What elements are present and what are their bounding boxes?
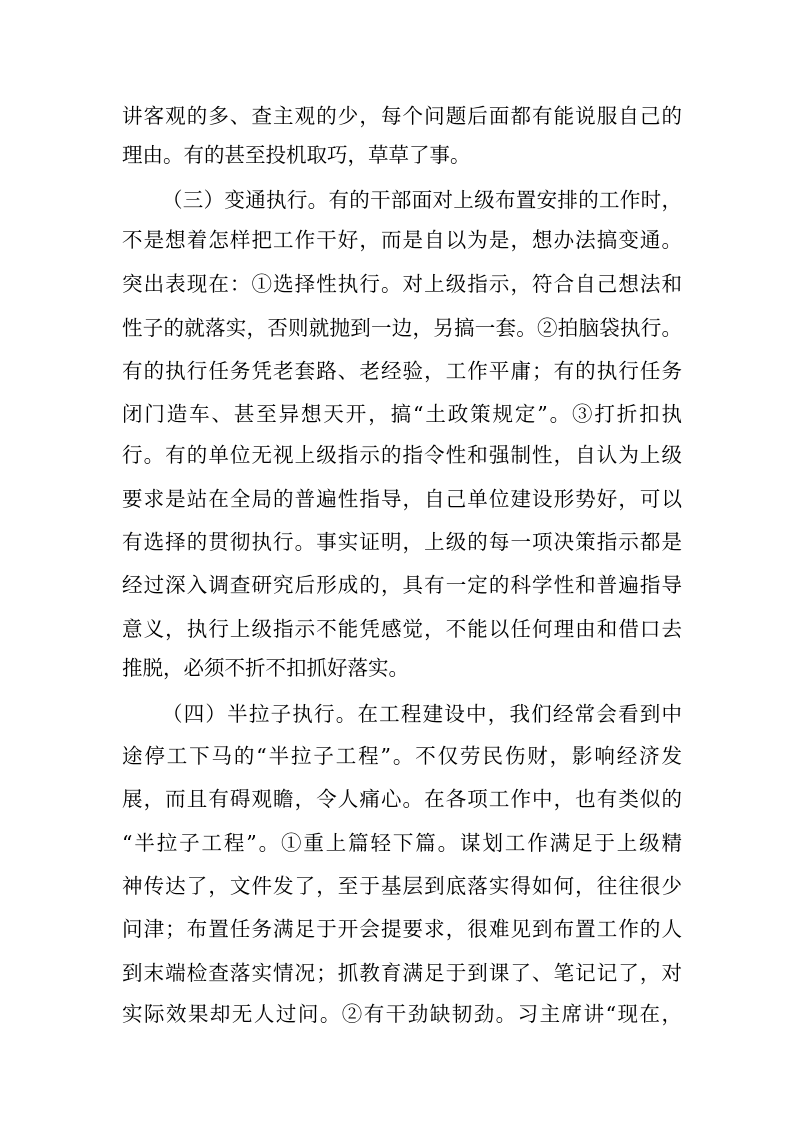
text-line: 闭门造车、甚至异想天开，搞“土政策规定”。③打折扣执	[122, 402, 682, 426]
text-line: 不是想着怎样把工作干好，而是自以为是，想办法搞变通。	[122, 228, 682, 252]
text-line: 要求是站在全局的普遍性指导，自己单位建设形势好，可以	[122, 487, 682, 511]
text-line: 问津；布置任务满足于开会提要求，很难见到布置工作的人	[122, 917, 682, 941]
text-line: 途停工下马的“半拉子工程”。不仅劳民伤财，影响经济发	[122, 744, 682, 768]
paragraph-start-line: （四）半拉子执行。在工程建设中，我们经常会看到中	[162, 702, 682, 726]
text-line: “半拉子工程”。①重上篇轻下篇。谋划工作满足于上级精	[122, 831, 682, 855]
text-line: 讲客观的多、查主观的少，每个问题后面都有能说服自己的	[122, 104, 682, 128]
text-line: 有的执行任务凭老套路、老经验，工作平庸；有的执行任务	[122, 359, 682, 383]
text-line: 实际效果却无人过问。②有干劲缺韧劲。习主席讲“现在，	[122, 1002, 682, 1026]
text-line: 性子的就落实，否则就抛到一边，另搞一套。②拍脑袋执行。	[122, 316, 682, 340]
text-line: 突出表现在：①选择性执行。对上级指示，符合自己想法和	[122, 272, 682, 296]
text-line: 神传达了，文件发了，至于基层到底落实得如何，往往很少	[122, 874, 682, 898]
text-line: 展，而且有碍观瞻，令人痛心。在各项工作中，也有类似的	[122, 787, 682, 811]
text-line: 到末端检查落实情况；抓教育满足于到课了、笔记记了，对	[122, 961, 682, 985]
text-line: 意义，执行上级指示不能凭感觉，不能以任何理由和借口去	[122, 617, 682, 641]
text-line: 理由。有的甚至投机取巧，草草了事。	[122, 143, 471, 167]
text-line: 推脱，必须不折不扣抓好落实。	[122, 656, 409, 680]
text-line: 经过深入调查研究后形成的，具有一定的科学性和普遍指导	[122, 573, 682, 597]
paragraph-start-line: （三）变通执行。有的干部面对上级布置安排的工作时，	[162, 188, 682, 212]
text-line: 有选择的贯彻执行。事实证明，上级的每一项决策指示都是	[122, 530, 682, 554]
text-line: 行。有的单位无视上级指示的指令性和强制性，自认为上级	[122, 443, 682, 467]
